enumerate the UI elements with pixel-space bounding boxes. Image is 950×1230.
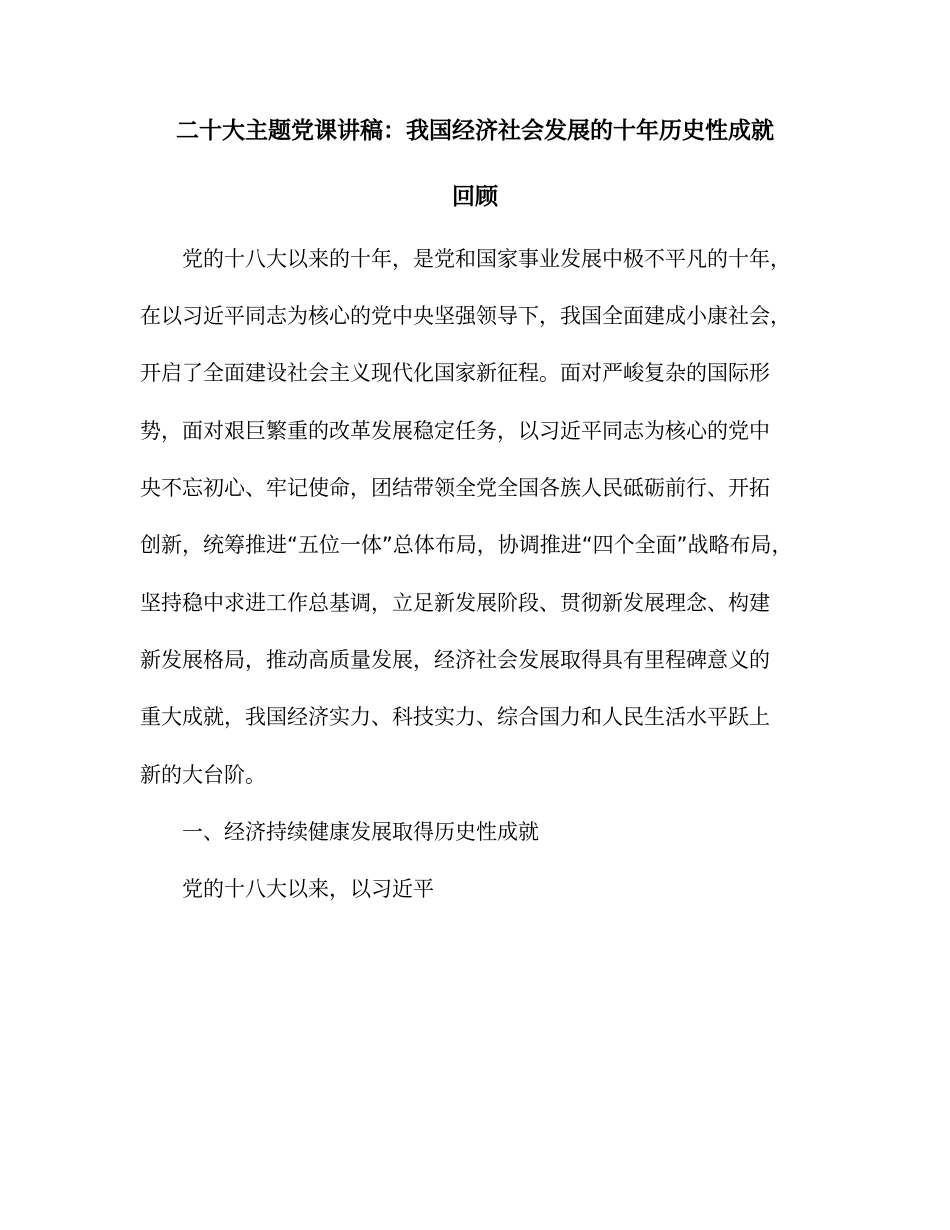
body-line: 党的十八大以来，以习近平 [140,877,434,901]
document-title-line-2: 回顾 [452,184,498,210]
section-heading: 一、经济持续健康发展取得历史性成就 [140,820,539,844]
body-line: 重大成就，我国经济实力、科技实力、综合国力和人民生活水平跃上 [140,705,770,729]
body-line: 创新，统筹推进“五位一体”总体布局，协调推进“四个全面”战略布局， [140,533,793,557]
body-line: 势，面对艰巨繁重的改革发展稳定任务，以习近平同志为核心的党中 [140,419,770,443]
body-line: 坚持稳中求进工作总基调，立足新发展阶段、贯彻新发展理念、构建 [140,591,770,615]
document-title-line-1: 二十大主题党课讲稿：我国经济社会发展的十年历史性成就 [176,118,774,144]
body-line: 党的十八大以来的十年，是党和国家事业发展中极不平凡的十年， [140,247,791,271]
body-line: 开启了全面建设社会主义现代化国家新征程。面对严峻复杂的国际形 [140,361,770,385]
body-line: 在以习近平同志为核心的党中央坚强领导下，我国全面建成小康社会， [140,304,791,328]
body-line: 新的大台阶。 [140,763,266,787]
body-line: 央不忘初心、牢记使命，团结带领全党全国各族人民砥砺前行、开拓 [140,476,770,500]
body-line: 新发展格局，推动高质量发展，经济社会发展取得具有里程碑意义的 [140,648,770,672]
